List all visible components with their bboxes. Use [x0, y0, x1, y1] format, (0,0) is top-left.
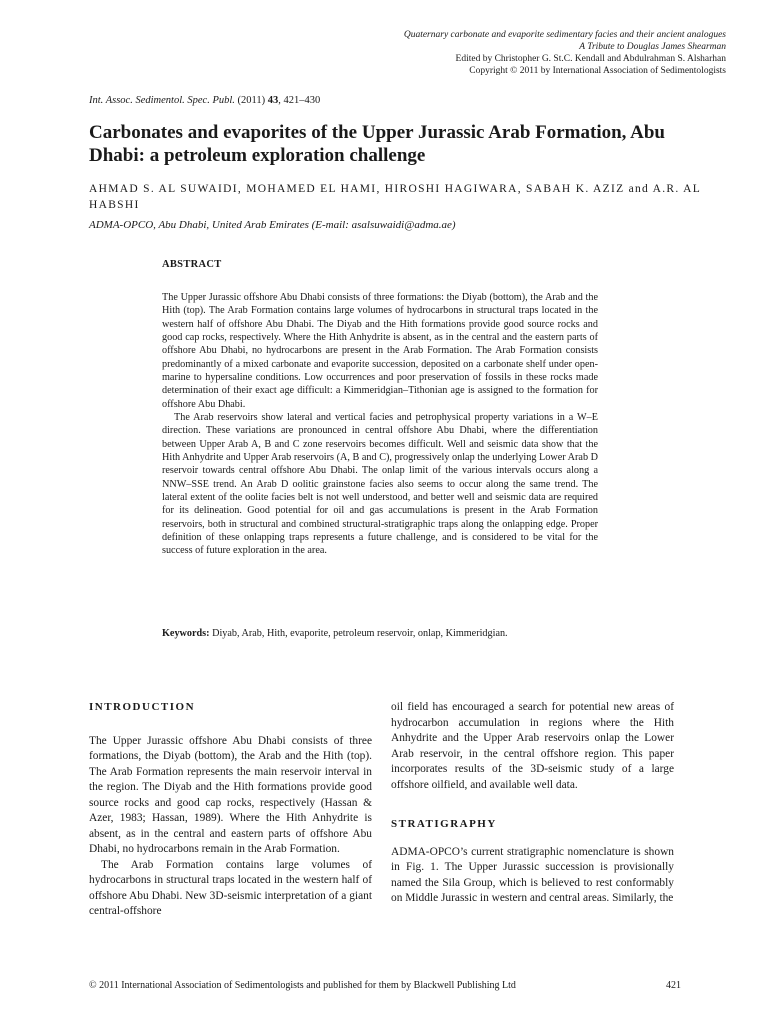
- series-editors: Edited by Christopher G. St.C. Kendall and Abdulrahman S. Alsharhan: [455, 54, 726, 64]
- keywords-text: Diyab, Arab, Hith, evaporite, petroleum reservoir, onlap, Kimmeridgian.: [209, 628, 508, 639]
- body-paragraph: The Arab Formation contains large volumes of hydrocarbons in structural traps located in the western half of offshore Abu Dhabi. New 3D-seismic interpretation of a giant central-offshore: [89, 858, 372, 917]
- paper-title: Carbonates and evaporites of the Upper Jurassic Arab Formation, Abu Dhabi: a petroleum exploration challenge: [89, 122, 665, 166]
- abstract-paragraph: The Upper Jurassic offshore Abu Dhabi consists of three formations: the Diyab (bottom), the Arab and the Hith (top). The Arab Formation contains large volumes of hydrocarbons in structural traps located in the western half of offshore Abu Dhabi. The Diyab and the Hith formations provide good source rocks and good cap rocks, respectively. Where the Hith Anhydrite is absent, as in the central and the eastern parts of offshore Abu Dhabi, no hydrocarbons are present in the Arab Formation. The Arab Formation consists predominantly of a mixed carbonate and evaporite succession, deposited on a carbonate shelf under open-marine to hypersaline conditions. Low occurrences and poor preservation of fossils in these rocks made determination of their exact age difficult: a Kimmeridgian–Tithonian age is assigned to the formation for offshore Abu Dhabi.: [162, 292, 598, 410]
- journal-name: Int. Assoc. Sedimentol. Spec. Publ.: [89, 95, 235, 106]
- introduction-heading: INTRODUCTION: [89, 701, 196, 713]
- series-copyright: Copyright © 2011 by International Association of Sedimentologists: [469, 66, 726, 76]
- journal-year: (2011): [237, 95, 266, 106]
- keywords-label: Keywords:: [162, 628, 210, 639]
- author-affiliation: ADMA-OPCO, Abu Dhabi, United Arab Emirates (E-mail: asalsuwaidi@adma.ae): [89, 219, 456, 231]
- journal-pages: , 421–430: [278, 95, 321, 106]
- right-column: [391, 700, 674, 907]
- abstract-paragraph: The Arab reservoirs show lateral and vertical facies and petrophysical property variations in a W–E direction. These variations are pronounced in central offshore Abu Dhabi, where the differentiation between Upper Arab A, B and C zone reservoirs becomes difficult. Well and seismic data show that the Hith Anhydrite and Upper Arab reservoirs (A, B and C), progressively onlap the underlying Lower Arab D reservoir towards central offshore Abu Dhabi. The onlap limit of the various intervals occurs along a NNW–SSE trend. An Arab D oolitic grainstone facies also seems to occur along the same trend. The lateral extent of the oolite facies belt is not well understood, and better well and seismic data are required for its delineation. Good potential for oil and gas accumulations is present in the Arab Formation reservoirs, both in structural and combined structural-stratigraphic traps along the onlapping edge. Proper definition of these onlapping traps represents a future challenge, and is considered to be vital for the success of future exploration in the area.: [162, 411, 598, 557]
- series-title: Quaternary carbonate and evaporite sedimentary facies and their ancient analogues: [403, 30, 726, 40]
- series-note: [266, 29, 726, 77]
- body-paragraph: The Upper Jurassic offshore Abu Dhabi consists of three formations, the Diyab (bottom), the Arab and the Hith (top). The Arab Formation represents the main reservoir interval in the region. The Diyab and the Hith formations provide good source rocks and good cap rocks, respectively (Hassan & Azer, 1983; Hassan, 1989). Where the Hith Anhydrite is absent, as in the central and eastern parts of offshore Abu Dhabi, no hydrocarbons remain in the Arab Formation.: [89, 734, 372, 855]
- footer-copyright: © 2011 International Association of Sedimentologists and published for them by Blackwell Publishing Ltd: [89, 980, 516, 991]
- series-subtitle: A Tribute to Douglas James Shearman: [579, 42, 726, 52]
- page-number: 421: [666, 980, 681, 991]
- body-paragraph: ADMA-OPCO’s current stratigraphic nomenclature is shown in Fig. 1. The Upper Jurassic succession is provisionally named the Sila Group, which is believed to rest conformably on Middle Jurassic in western and central areas. Similarly, the: [391, 845, 674, 904]
- body-paragraph: oil field has encouraged a search for potential new areas of hydrocarbon accumulation in regions where the Hith Anhydrite and the Upper Arab reservoirs onlap the Lower Arab reservoir, in the central offshore region. This paper incorporates results of the 3D-seismic study of a large offshore oilfield, and available well data.: [391, 701, 674, 791]
- abstract-body: [162, 291, 598, 558]
- abstract-heading: ABSTRACT: [162, 259, 222, 270]
- author-list: AHMAD S. AL SUWAIDI, MOHAMED EL HAMI, HIROSHI HAGIWARA, SABAH K. AZIZ and A.R. AL HABSHI: [89, 183, 701, 211]
- journal-volume: 43: [267, 95, 279, 106]
- page-footer: [89, 980, 681, 991]
- stratigraphy-heading: STRATIGRAPHY: [391, 818, 497, 830]
- left-column: [89, 700, 372, 920]
- keywords: [162, 627, 598, 641]
- journal-reference: [89, 95, 320, 106]
